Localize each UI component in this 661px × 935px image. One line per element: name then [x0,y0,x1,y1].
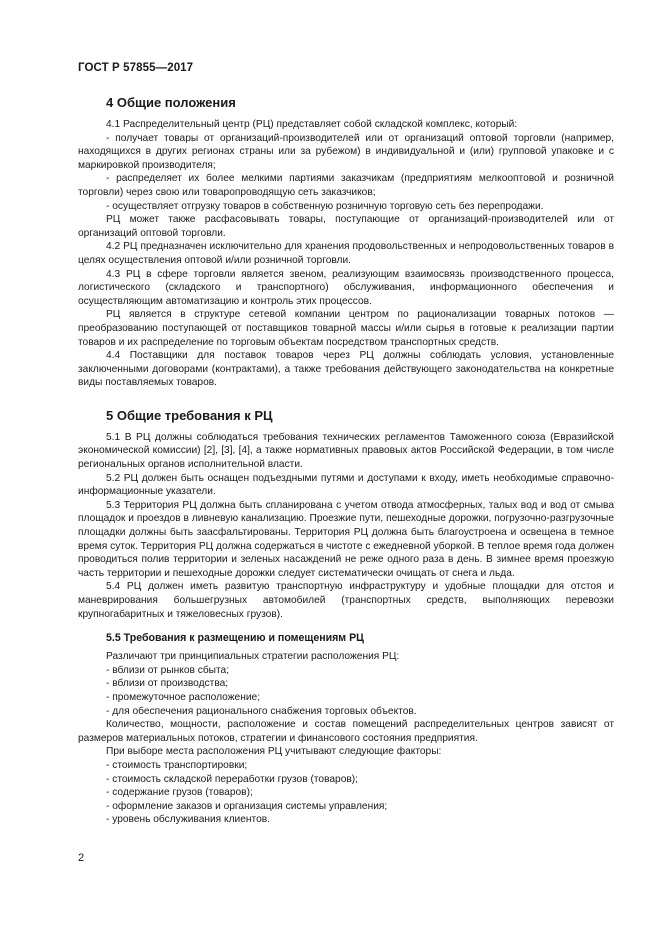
paragraph: РЦ может также расфасовывать товары, поступающие от организаций-производителей или от организаций оптовой торговли. [78,214,614,239]
list-item: - получает товары от организаций-производителей или от организаций оптовой торговли (например, находящихся в других регионах страны или за рубежом) в индивидуальной и (или) групповой упаковке и с маркировкой производителя; [78,132,614,171]
paragraph-5-3: 5.3 Территория РЦ должна быть спланирована с учетом отвода атмосферных, талых вод и вод от смыва площадок и проездов в ливневую канализацию. Проезжие пути, пешеходные дорожки, погрузочно-разгрузочные площадки должны быть заасфальтированы. Территория РЦ должна быть благоустроена и освещена в темное время суток. Территория РЦ должна содержаться в чистоте с ежедневной уборкой. В теплое время года должен проводиться полив территории и зеленых насаждений не реже одного раза в день. В зимнее время проезжую часть территории и пешеходные дорожки следует систематически очищать от снега и льда. [78,499,614,579]
list-item: - осуществляет отгрузку товаров в собственную розничную торговую сеть без перепродажи. [106,200,544,212]
paragraph-5-4: 5.4 РЦ должен иметь развитую транспортную инфраструктуру и удобные площадки для отстоя и маневрирования большегрузных автомобилей (транспортных средств, выполняющих перевозки крупногабаритных и тяжеловесных грузов). [78,581,614,620]
list-item: - уровень обслуживания клиентов. [106,814,270,826]
section-5-title: 5 Общие требования к РЦ [106,407,273,423]
list-item: - промежуточное расположение; [106,691,261,703]
list-item: - стоимость транспортировки; [106,759,248,771]
list-item: - вблизи от рынков сбыта; [106,664,230,676]
paragraph: При выборе места расположения РЦ учитывают следующие факторы: [106,746,442,758]
paragraph: Различают три принципиальных стратегии расположения РЦ: [106,651,400,663]
paragraph-4-3: 4.3 РЦ в сфере торговли является звеном, реализующим взаимосвязь производственного процесса, логистического (складского и транспортного) обслуживания, информационного обеспечения и осуществляющим автоматизацию и контроль этих процессов. [78,268,614,307]
list-item: - стоимость складской переработки грузов (товаров); [106,773,358,785]
list-item: - для обеспечения рационального снабжения торговых объектов. [106,705,417,717]
page-number: 2 [78,852,85,864]
section-4-title: 4 Общие положения [106,95,236,110]
paragraph-4-1: 4.1 Распределительный центр (РЦ) представляет собой складской комплекс, который: [106,119,518,130]
paragraph-5-2: 5.2 РЦ должен быть оснащен подъездными путями и доступами к входу, иметь необходимые справочно-информационные указатели. [78,472,614,498]
paragraph-5-1: 5.1 В РЦ должны соблюдаться требования технических регламентов Таможенного союза (Евразийской экономической комиссии) [2], [3], [4], а также нормативных правовых актов Российской Федерации, в том числе региональных органов исполнительной власти. [78,431,614,471]
section-5-5-title: 5.5 Требования к размещению и помещениям РЦ [106,632,364,645]
list-item: - содержание грузов (товаров); [106,787,253,799]
list-item: - оформление заказов и организация системы управления; [106,800,388,812]
paragraph: Количество, мощности, расположение и состав помещений распределительных центров зависят от размеров материальных потоков, стратегии и финансового состояния предприятия. [78,719,614,744]
paragraph-4-2: 4.2 РЦ предназначен исключительно для хранения продовольственных и непродовольственных товаров в целях осуществления оптовой и/или розничной торговли. [78,241,614,266]
paragraph-4-4: 4.4 Поставщики для поставок товаров через РЦ должны соблюдать условия, установленные заключенными договорами (контрактами), а также требования действующего законодательства на конкретные виды поставляемых товаров. [78,350,614,389]
document-header: ГОСТ Р 57855—2017 [78,62,194,74]
page-content [78,94,614,827]
list-item: - распределяет их более мелкими партиями заказчикам (предприятиям мелкооптовой и розничной торговли) через свою или товаропроводящую сеть заказчиков; [78,173,614,198]
list-item: - вблизи от производства; [106,678,229,690]
paragraph: РЦ является в структуре сетевой компании центром по рационализации товарных потоков — преобразованию поступающей от поставщиков товарной массы и/или сырья в готовые к реализации партии товаров и их распределение по торговым объектам посредством транспортных средств. [78,309,614,348]
